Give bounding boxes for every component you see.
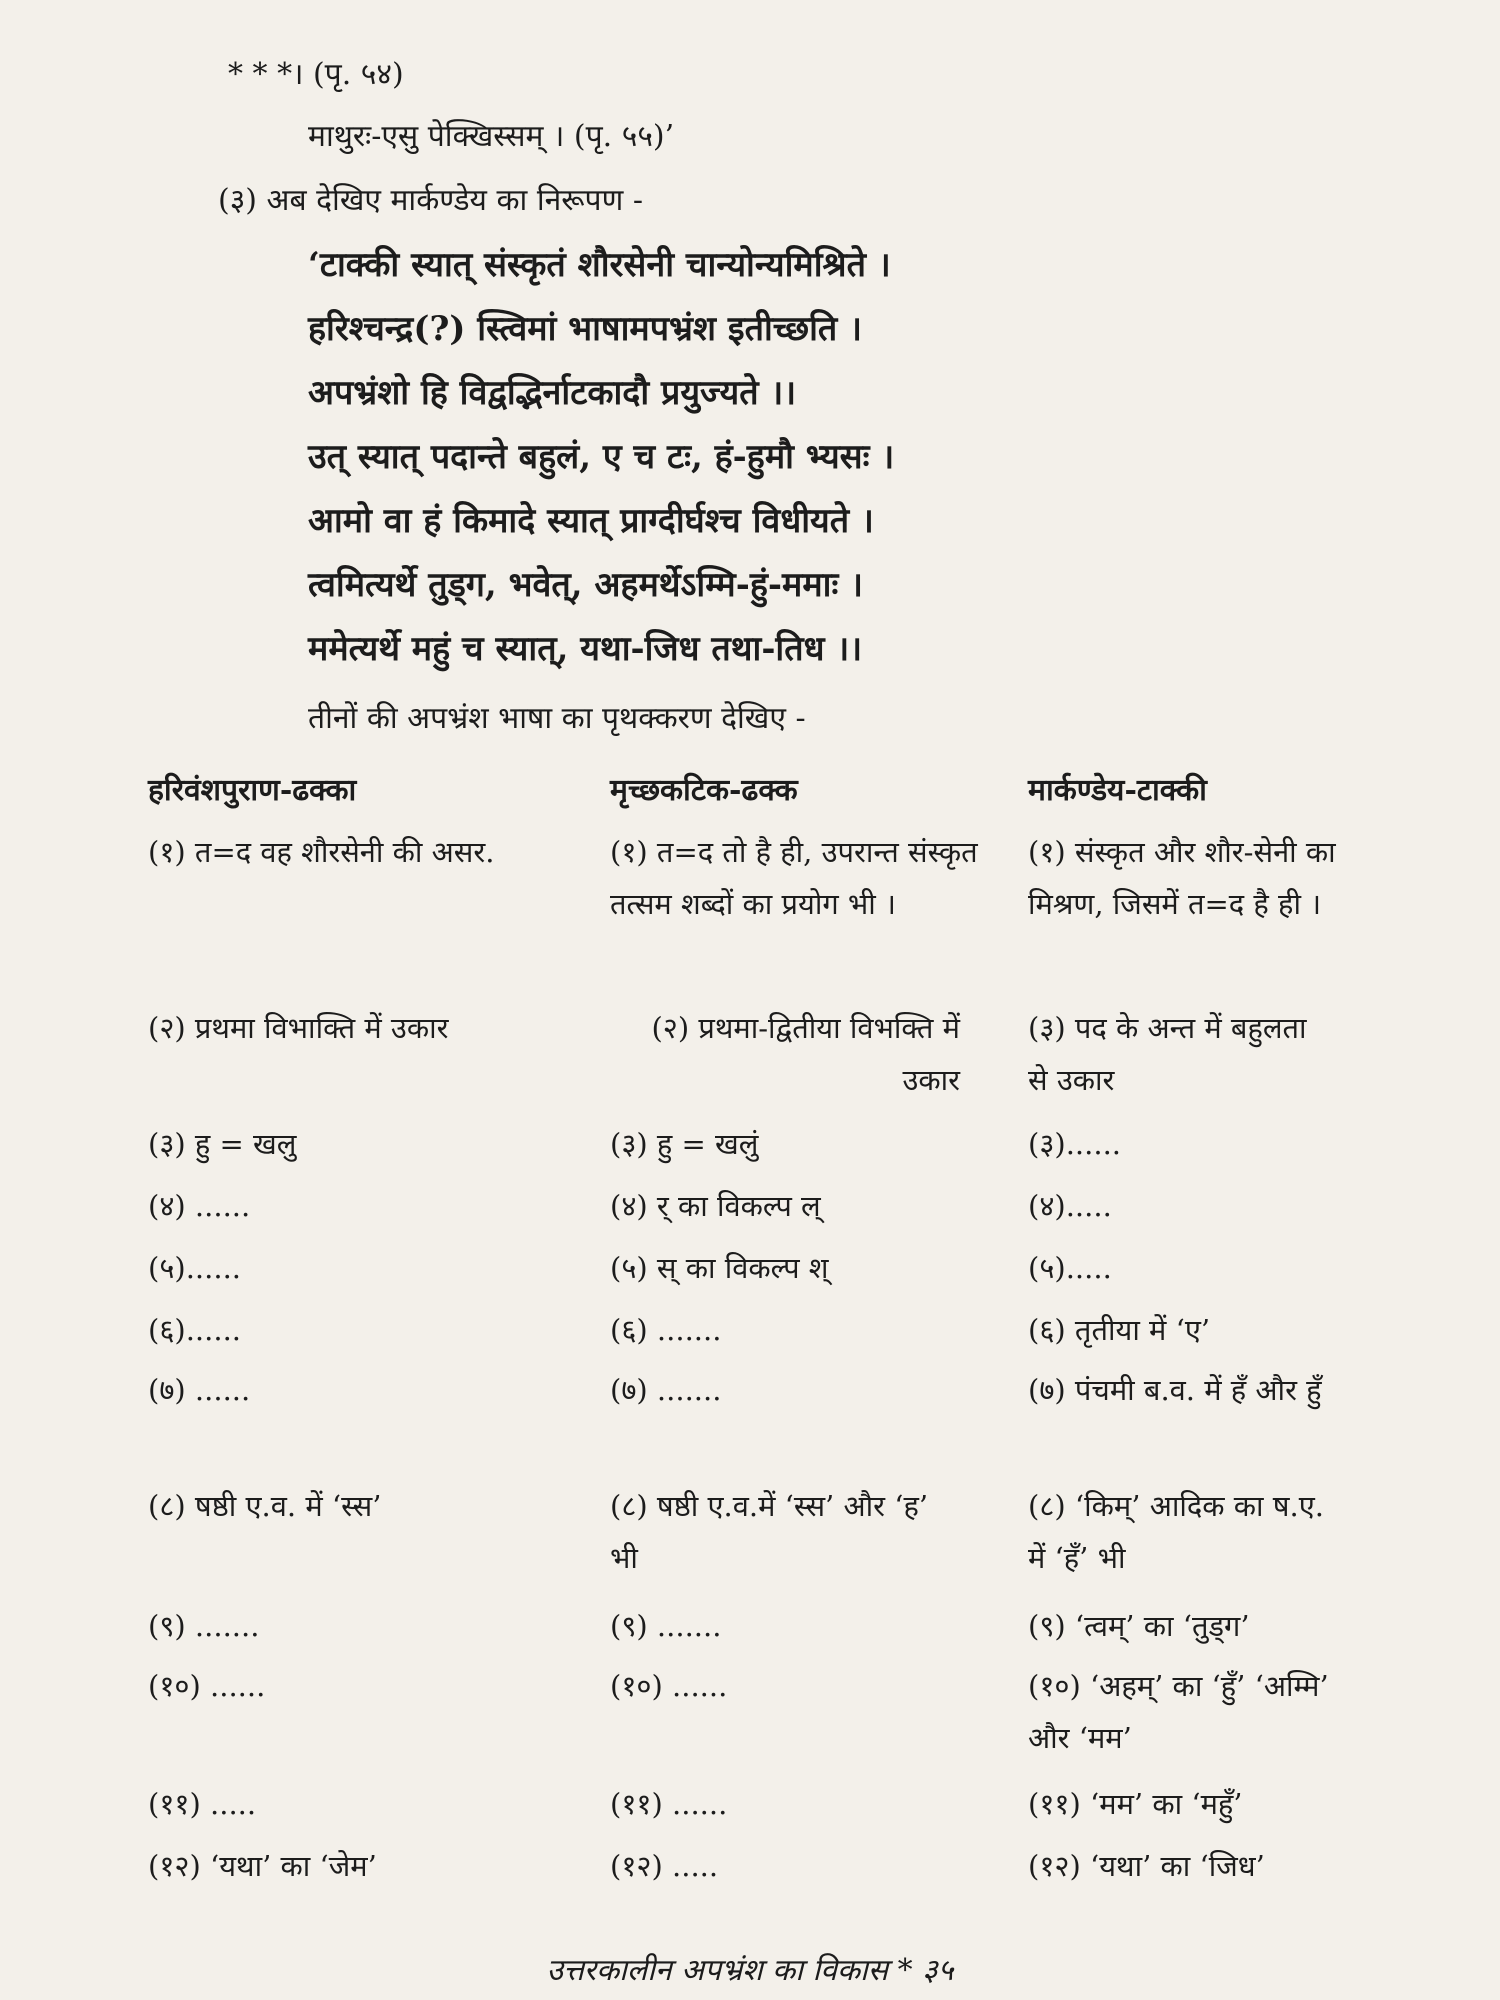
page-footer: उत्तरकालीन अपभ्रंश का विकास * ३५ (546, 1953, 954, 1988)
column-header-1: हरिवंशपुराण-ढक्का (148, 773, 357, 808)
row-8-col-3: (८) ‘किम्’ आदिक का ष.ए. में ‘हँ’ भी (1028, 1489, 1324, 1575)
row-4-col-3: (४)..... (1028, 1189, 1112, 1223)
row-7-col-2: (७) ....... (610, 1373, 722, 1407)
row-10-col-3: (१०) ‘अहम्’ का ‘हुँ’ ‘अम्मि’ और ‘मम’ (1028, 1669, 1329, 1755)
row-1-col-2: (१) त=द तो है ही, उपरान्त संस्कृत तत्सम शब्दों का प्रयोग भी । (610, 835, 978, 921)
row-12-col-2: (१२) ..... (610, 1849, 719, 1883)
row-4-col-2: (४) र् का विकल्प ल् (610, 1189, 821, 1223)
row-8-col-1: (८) षष्ठी ए.व. में ‘स्स’ (148, 1489, 382, 1523)
verse-line-1: ‘टाक्की स्यात् संस्कृतं शौरसेनी चान्योन्यमिश्रिते । (308, 245, 891, 285)
row-3-col-2: (३) हु = खलुं (610, 1127, 759, 1161)
row-11-col-2: (११) ...... (610, 1787, 728, 1821)
row-9-col-3: (९) ‘त्वम्’ का ‘तुड्ग’ (1028, 1609, 1250, 1643)
row-9-col-1: (९) ....... (148, 1609, 260, 1643)
row-3-col-3: (३)...... (1028, 1127, 1122, 1161)
row-1-col-3: (१) संस्कृत और शौर-सेनी का मिश्रण, जिसमें त=द है ही । (1028, 835, 1336, 921)
intro-line: तीनों की अपभ्रंश भाषा का पृथक्करण देखिए - (308, 701, 806, 736)
row-4-col-1: (४) ...... (148, 1189, 251, 1223)
header-line-3: (३) अब देखिए मार्कण्डेय का निरूपण - (218, 183, 643, 218)
row-2-col-1: (२) प्रथमा विभाक्ति में उकार (148, 1011, 449, 1045)
row-2-col-2: (२) प्रथमा-द्वितीया विभक्ति में उकार (651, 1011, 960, 1097)
verse-line-3: अपभ्रंशो हि विद्वद्भिर्नाटकादौ प्रयुज्यते ।। (308, 373, 797, 413)
row-7-col-3: (७) पंचमी ब.व. में हँ और हुँ (1028, 1373, 1322, 1407)
row-11-col-1: (११) ..... (148, 1787, 257, 1821)
row-8-col-2: (८) षष्ठी ए.व.में ‘स्स’ और ‘ह’ भी (610, 1489, 929, 1575)
row-10-col-1: (१०) ...... (148, 1669, 266, 1703)
row-3-col-1: (३) हु = खलु (148, 1127, 297, 1161)
row-6-col-2: (६) ....... (610, 1313, 722, 1347)
row-6-col-1: (६)...... (148, 1313, 242, 1347)
column-header-3: मार्कण्डेय-टाक्की (1028, 773, 1207, 808)
row-11-col-3: (११) ‘मम’ का ‘महुँ’ (1028, 1787, 1243, 1821)
verse-line-5: आमो वा हं किमादे स्यात् प्राग्दीर्घश्च विधीयते । (308, 501, 874, 541)
row-10-col-2: (१०) ...... (610, 1669, 728, 1703)
header-line-2: माथुरः-एसु पेक्खिस्सम् । (पृ. ५५)’ (308, 119, 675, 154)
row-2-col-3: (३) पद के अन्त में बहुलता से उकार (1028, 1011, 1307, 1097)
row-7-col-1: (७) ...... (148, 1373, 251, 1407)
row-6-col-3: (६) तृतीया में ‘ए’ (1028, 1313, 1211, 1347)
verse-line-7: ममेत्यर्थे महुं च स्यात्, यथा-जिध तथा-तिध ।। (308, 629, 863, 669)
row-5-col-3: (५)..... (1028, 1251, 1112, 1285)
row-12-col-1: (१२) ‘यथा’ का ‘जेम’ (148, 1849, 377, 1883)
row-5-col-2: (५) स् का विकल्प श् (610, 1251, 829, 1285)
verse-line-4: उत् स्यात् पदान्ते बहुलं, ए च टः, हं-हुमौ भ्यसः । (308, 437, 895, 477)
row-12-col-3: (१२) ‘यथा’ का ‘जिध’ (1028, 1849, 1265, 1883)
column-header-2: मृच्छकटिक-ढक्क (610, 773, 798, 808)
header-line-1: * * *। (पृ. ५४) (228, 57, 404, 92)
verse-line-6: त्वमित्यर्थे तुड्ग, भवेत्, अहमर्थेऽम्मि-हुं-ममाः । (308, 565, 864, 605)
row-5-col-1: (५)...... (148, 1251, 242, 1285)
row-1-col-1: (१) त=द वह शौरसेनी की असर. (148, 835, 495, 869)
verse-line-2: हरिश्चन्द्र(?) स्त्विमां भाषामपभ्रंश इतीच्छति । (308, 309, 863, 349)
row-9-col-2: (९) ....... (610, 1609, 722, 1643)
